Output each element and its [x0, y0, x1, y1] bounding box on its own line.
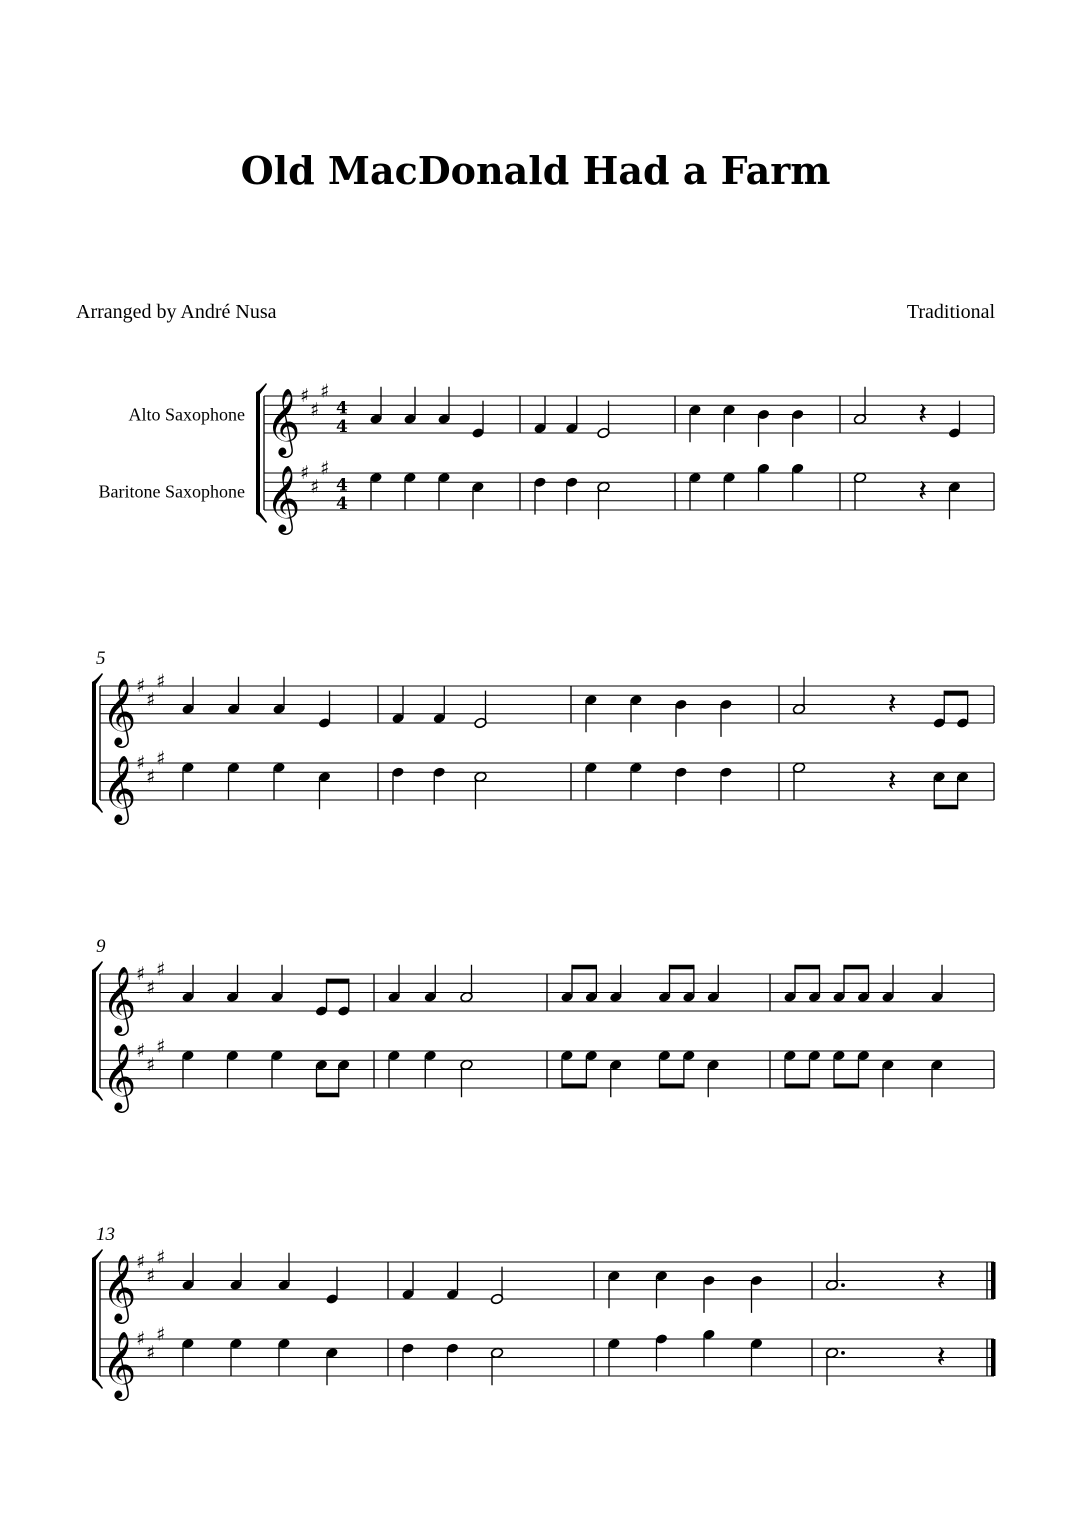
quarter-rest: 𝄽 [918, 396, 928, 432]
key-signature-sharp: ♯ [310, 398, 320, 421]
key-signature-sharp: ♯ [136, 752, 146, 774]
eighth-beam [934, 805, 957, 810]
key-signature-sharp: ♯ [146, 688, 156, 711]
key-signature-sharp: ♯ [146, 1264, 156, 1287]
final-barline-thick [991, 1339, 996, 1376]
key-signature-sharp: ♯ [136, 1251, 146, 1273]
measure-number: 5 [96, 648, 106, 669]
treble-clef: 𝄞 [266, 387, 301, 455]
time-signature-bottom: 4 [336, 417, 348, 437]
eighth-beam [670, 965, 694, 970]
measure-number: 13 [96, 1224, 115, 1245]
key-signature-sharp: ♯ [156, 670, 166, 693]
key-signature-sharp: ♯ [156, 958, 166, 981]
instrument-name: Baritone Saxophone [98, 481, 245, 502]
augmentation-dot [841, 1351, 845, 1355]
key-signature-sharp: ♯ [310, 475, 320, 498]
key-signature-sharp: ♯ [146, 1341, 156, 1364]
system-bracket [92, 970, 96, 1092]
final-barline-thick [991, 1262, 996, 1299]
key-signature-sharp: ♯ [300, 385, 310, 407]
key-signature-sharp: ♯ [156, 1246, 166, 1269]
treble-clef: 𝄞 [102, 677, 137, 745]
system-bracket [92, 682, 96, 804]
augmentation-dot [841, 1283, 845, 1287]
system-bracket [256, 392, 260, 514]
time-signature-top: 4 [336, 398, 348, 419]
key-signature-sharp: ♯ [146, 1053, 156, 1076]
treble-clef: 𝄞 [266, 464, 301, 532]
eighth-beam [795, 965, 820, 970]
treble-clef: 𝄞 [102, 1253, 137, 1321]
treble-clef: 𝄞 [102, 965, 137, 1033]
treble-clef: 𝄞 [102, 1042, 137, 1110]
eighth-beam [327, 979, 349, 984]
measure-number: 9 [96, 936, 106, 957]
eighth-beam [562, 1084, 586, 1089]
eighth-beam [844, 965, 869, 970]
key-signature-sharp: ♯ [136, 675, 146, 697]
key-signature-sharp: ♯ [146, 976, 156, 999]
eighth-beam [317, 1093, 339, 1098]
quarter-rest: 𝄽 [918, 473, 928, 509]
quarter-rest: 𝄽 [936, 1339, 946, 1375]
key-signature-sharp: ♯ [136, 1040, 146, 1062]
eighth-beam [834, 1084, 859, 1089]
eighth-beam [572, 965, 596, 970]
key-signature-sharp: ♯ [146, 765, 156, 788]
key-signature-sharp: ♯ [136, 963, 146, 985]
eighth-beam [785, 1084, 810, 1089]
key-signature-sharp: ♯ [156, 747, 166, 770]
treble-clef: 𝄞 [102, 1330, 137, 1398]
quarter-rest: 𝄽 [936, 1262, 946, 1298]
key-signature-sharp: ♯ [320, 380, 330, 403]
treble-clef: 𝄞 [102, 754, 137, 822]
key-signature-sharp: ♯ [156, 1035, 166, 1058]
system-bracket [92, 1258, 96, 1380]
quarter-rest: 𝄽 [887, 763, 897, 799]
key-signature-sharp: ♯ [300, 462, 310, 484]
instrument-name: Alto Saxophone [128, 404, 245, 425]
time-signature-bottom: 4 [336, 494, 348, 514]
eighth-beam [944, 691, 967, 696]
key-signature-sharp: ♯ [156, 1323, 166, 1346]
composer-credit: Traditional [906, 301, 995, 323]
key-signature-sharp: ♯ [136, 1328, 146, 1350]
time-signature-top: 4 [336, 475, 348, 496]
quarter-rest: 𝄽 [887, 686, 897, 722]
key-signature-sharp: ♯ [320, 457, 330, 480]
arranger-credit: Arranged by André Nusa [76, 301, 277, 323]
page-title: Old MacDonald Had a Farm [240, 148, 831, 193]
eighth-beam [660, 1084, 684, 1089]
